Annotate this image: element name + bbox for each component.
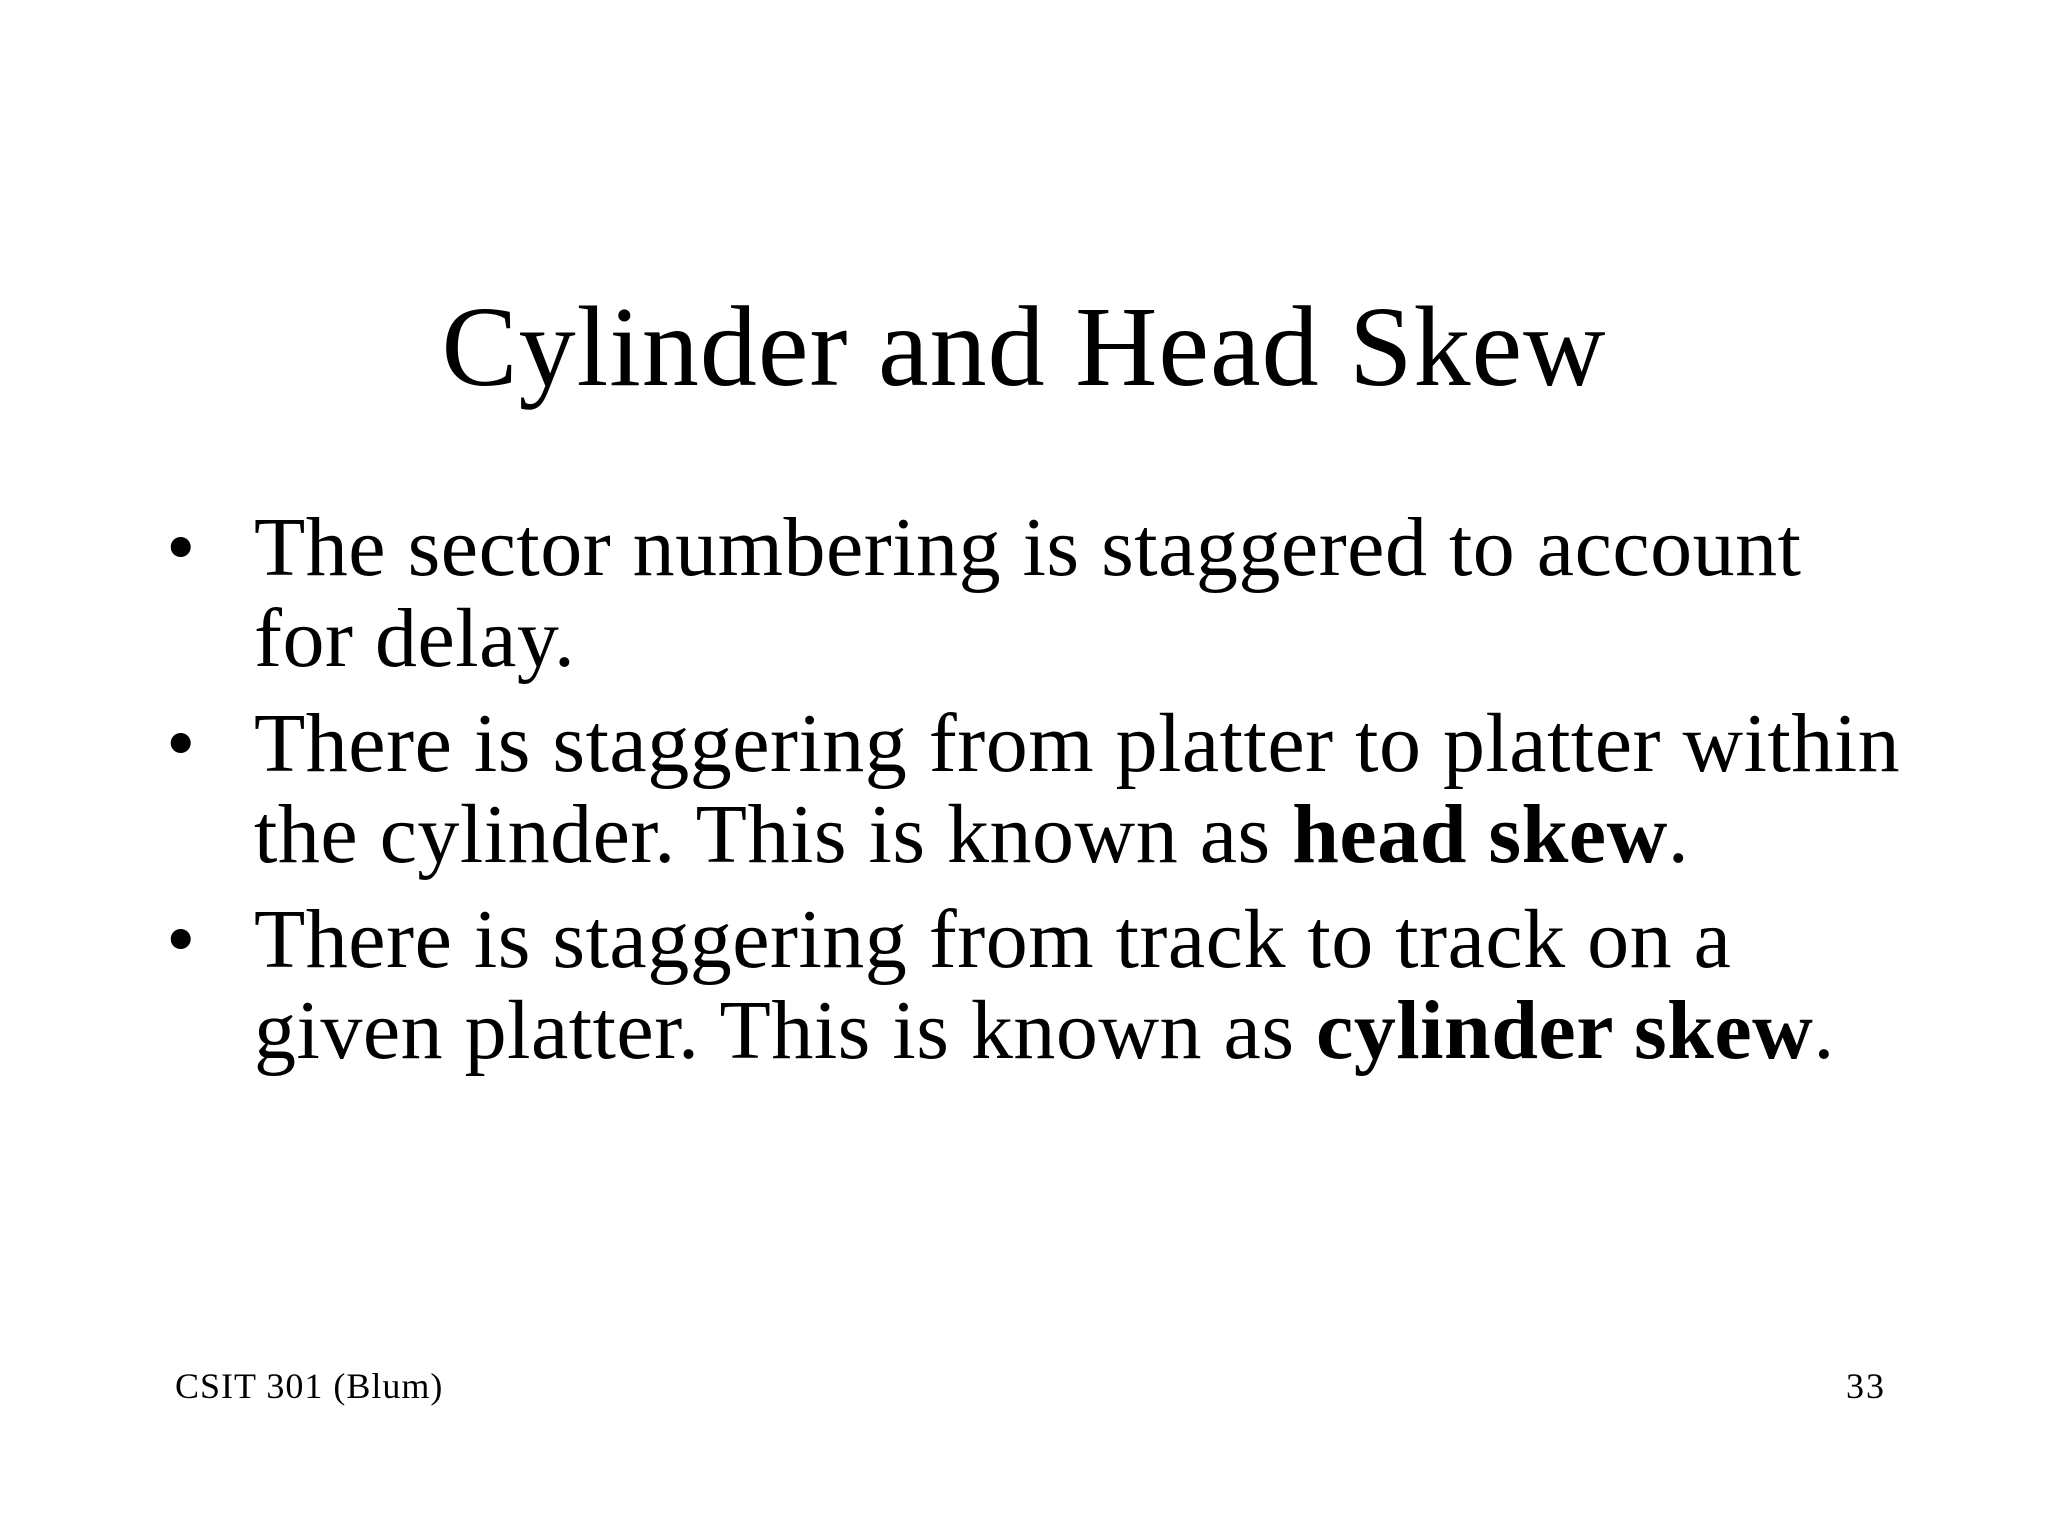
bullet-text-tail: . (1667, 788, 1690, 881)
bullet-text-plain: There is staggering from track to track on a given platter. This is known as (254, 893, 1732, 1077)
bullet-text-bold: head skew (1292, 788, 1668, 881)
bullet-marker: • (166, 501, 196, 594)
bullet-text (254, 697, 1900, 881)
bullet-marker: • (166, 893, 196, 986)
bullet-item (166, 698, 1906, 880)
page-number: 33 (1846, 1366, 1886, 1406)
bullet-list (166, 502, 1906, 1090)
bullet-marker: • (166, 697, 196, 790)
bullet-item (166, 502, 1906, 684)
bullet-text-plain: The sector numbering is staggered to account for delay. (254, 501, 1802, 685)
bullet-item (166, 894, 1906, 1076)
footer-course: CSIT 301 (Blum) (175, 1366, 444, 1406)
bullet-text-tail: . (1813, 984, 1835, 1077)
bullet-text (254, 893, 1835, 1077)
bullet-text (254, 501, 1802, 685)
bullet-text-plain: There is staggering from platter to platter within the cylinder. This is known as (254, 697, 1901, 881)
slide-title: Cylinder and Head Skew (441, 283, 1607, 410)
bullet-text-bold: cylinder skew (1316, 984, 1814, 1077)
